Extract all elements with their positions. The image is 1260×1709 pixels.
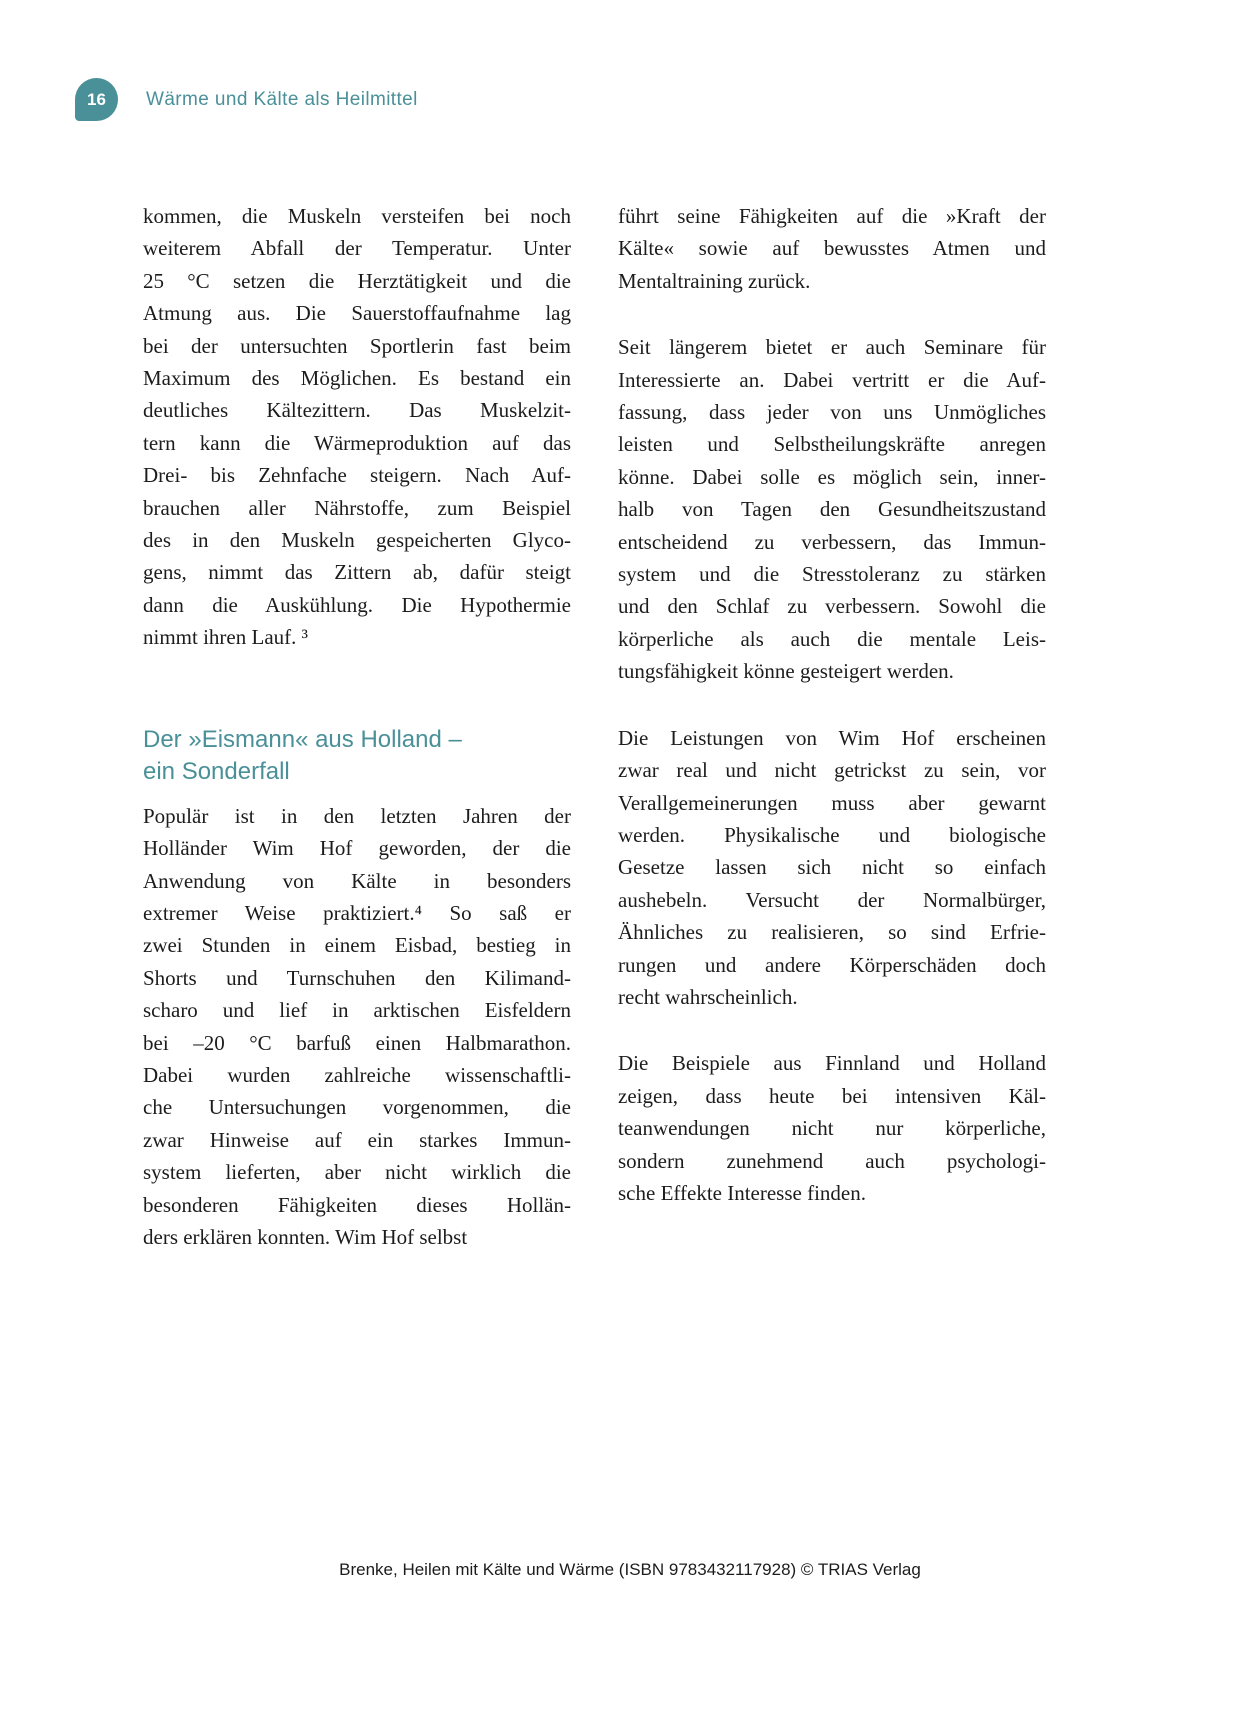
text-line: sondern zunehmend auch psychologi- <box>618 1148 1046 1173</box>
text-line: Ähnliches zu realisieren, so sind Erfrie- <box>618 920 1046 945</box>
text-line: brauchen aller Nährstoffe, zum Beispiel <box>143 495 571 520</box>
text-line: Interessierte an. Dabei vertritt er die Auf- <box>618 367 1046 392</box>
text-line: Dabei wurden zahlreiche wissenschaftli- <box>143 1062 571 1087</box>
text-line: Verallgemeinerungen muss aber gewarnt <box>618 790 1046 815</box>
text-line: körperliche als auch die mentale Leis- <box>618 626 1046 651</box>
text-line: aushebeln. Versucht der Normalbürger, <box>618 887 1046 912</box>
text-line: kommen, die Muskeln versteifen bei noch <box>143 204 571 228</box>
text-line: Die Leistungen von Wim Hof erscheinen <box>618 725 1046 750</box>
text-line: halb von Tagen den Gesundheitszustand <box>618 497 1046 522</box>
text-line: rungen und andere Körperschäden doch <box>618 952 1046 977</box>
text-columns <box>143 200 1046 1287</box>
text-line: deutliches Kältezittern. Das Muskelzit- <box>143 398 571 423</box>
text-line: sche Effekte Interesse finden. <box>618 1180 867 1205</box>
paragraph <box>143 800 571 1254</box>
text-line: tungsfähigkeit könne gesteigert werden. <box>618 659 954 684</box>
paragraph <box>143 200 571 654</box>
text-line: Gesetze lassen sich nicht so einfach <box>618 855 1046 880</box>
text-line: bei –20 °C barfuß einen Halbmarathon. <box>143 1030 571 1055</box>
text-line: Seit längerem bietet er auch Seminare für <box>618 335 1046 360</box>
text-line: Maximum des Möglichen. Es bestand ein <box>143 366 571 391</box>
text-line: Drei- bis Zehnfache steigern. Nach Auf- <box>143 463 571 488</box>
text-line: zeigen, dass heute bei intensiven Käl- <box>618 1083 1046 1108</box>
text-line: zwar Hinweise auf ein starkes Immun- <box>143 1127 571 1152</box>
text-line: gens, nimmt das Zittern ab, dafür steigt <box>143 560 571 585</box>
text-line: nimmt ihren Lauf. ³ <box>143 625 308 650</box>
text-line: bei der untersuchten Sportlerin fast beim <box>143 333 571 358</box>
text-line: Populär ist in den letzten Jahren der <box>143 803 571 828</box>
paragraph <box>618 331 1046 687</box>
section-heading <box>143 724 571 788</box>
text-line: Anwendung von Kälte in besonders <box>143 868 571 893</box>
right-column <box>618 200 1046 1287</box>
paragraph <box>618 200 1046 297</box>
paragraph <box>618 722 1046 1014</box>
text-line: ders erklären konnten. Wim Hof selbst <box>143 1224 468 1249</box>
text-line: und den Schlaf zu verbessern. Sowohl die <box>618 594 1046 619</box>
page-footer-imprint: Brenke, Heilen mit Kälte und Wärme (ISBN 9783432117928) © TRIAS Verlag <box>339 1560 921 1579</box>
left-column <box>143 200 571 1287</box>
text-line: weiterem Abfall der Temperatur. Unter <box>143 236 571 261</box>
text-line: che Untersuchungen vorgenommen, die <box>143 1095 571 1120</box>
text-line: Atmung aus. Die Sauerstoffaufnahme lag <box>143 301 571 326</box>
text-line: Holländer Wim Hof geworden, der die <box>143 836 571 861</box>
text-line: Der »Eismann« aus Holland – <box>143 725 462 753</box>
text-line: fassung, dass jeder von uns Unmögliches <box>618 400 1046 425</box>
running-head-title: Wärme und Kälte als Heilmittel <box>146 88 418 110</box>
paragraph <box>618 1047 1046 1209</box>
text-line: leisten und Selbstheilungskräfte anregen <box>618 432 1046 457</box>
text-line: Kälte« sowie auf bewusstes Atmen und <box>618 236 1046 261</box>
text-line: dann die Auskühlung. Die Hypothermie <box>143 592 571 617</box>
text-line: könne. Dabei solle es möglich sein, inner- <box>618 464 1046 489</box>
text-line: extremer Weise praktiziert.⁴ So saß er <box>143 900 571 925</box>
text-line: Mentaltraining zurück. <box>618 268 811 293</box>
text-line: Die Beispiele aus Finnland und Holland <box>618 1051 1046 1076</box>
text-line: scharo und lief in arktischen Eisfeldern <box>143 998 571 1023</box>
text-line: zwar real und nicht getrickst zu sein, vor <box>618 758 1046 783</box>
text-line: recht wahrscheinlich. <box>618 984 798 1009</box>
text-line: system lieferten, aber nicht wirklich die <box>143 1160 571 1185</box>
text-line: besonderen Fähigkeiten dieses Hollän- <box>143 1192 571 1217</box>
text-line: des in den Muskeln gespeicherten Glyco- <box>143 528 571 553</box>
text-line: system und die Stresstoleranz zu stärken <box>618 562 1046 587</box>
text-line: werden. Physikalische und biologische <box>618 822 1046 847</box>
text-line: Shorts und Turnschuhen den Kilimand- <box>143 965 571 990</box>
text-line: teanwendungen nicht nur körperliche, <box>618 1116 1046 1141</box>
text-line: tern kann die Wärmeproduktion auf das <box>143 430 571 455</box>
text-line: ein Sonderfall <box>143 757 290 785</box>
text-line: entscheidend zu verbessern, das Immun- <box>618 529 1046 554</box>
text-line: 25 °C setzen die Herztätigkeit und die <box>143 268 571 293</box>
text-line: zwei Stunden in einem Eisbad, bestieg in <box>143 933 571 958</box>
text-line: führt seine Fähigkeiten auf die »Kraft der <box>618 204 1046 228</box>
page-header <box>75 78 418 121</box>
page-number-badge: 16 <box>75 78 118 121</box>
